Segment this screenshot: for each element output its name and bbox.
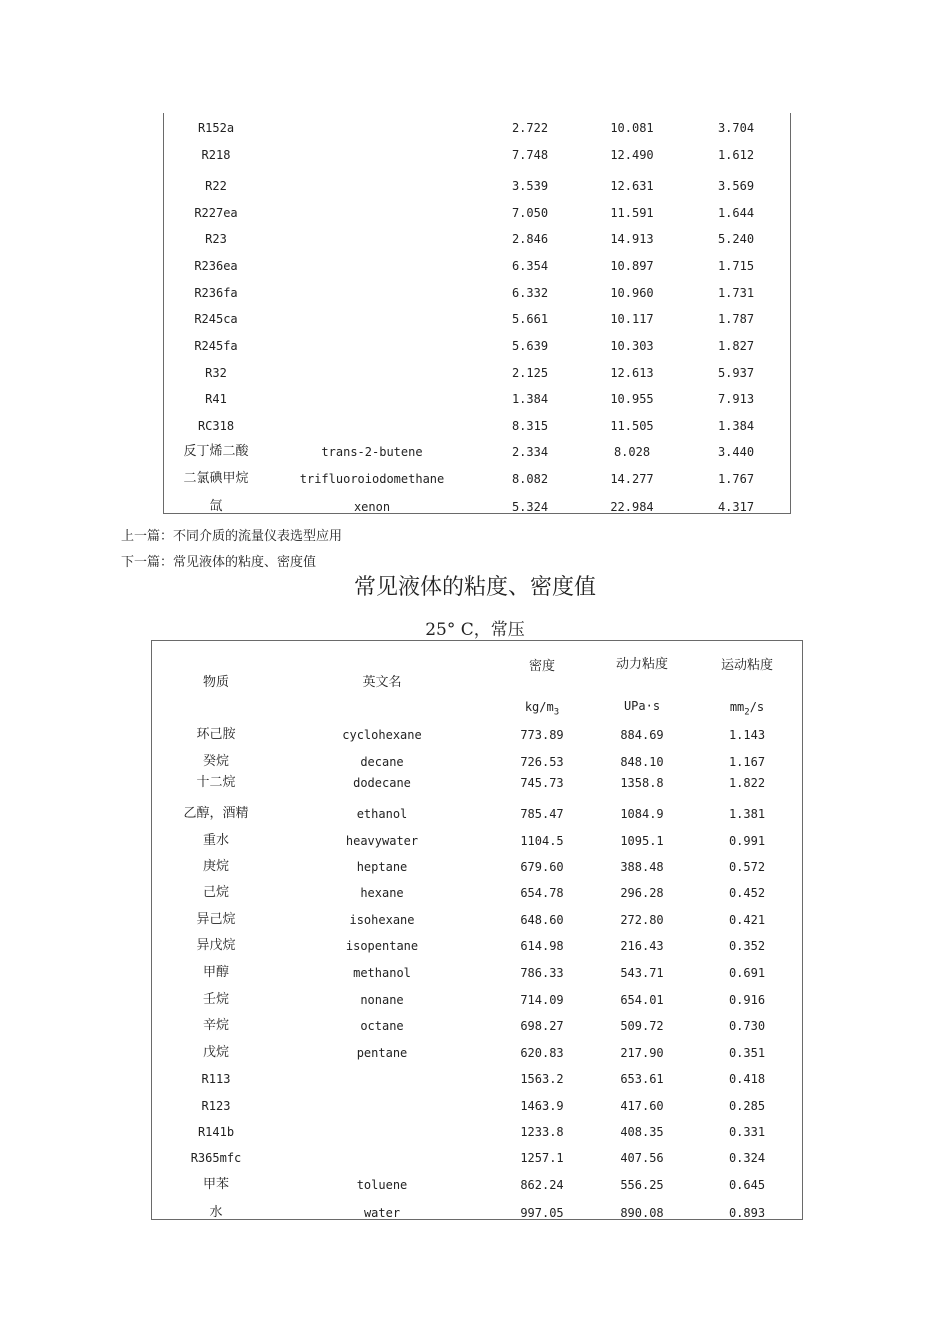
header-english: 英文名 bbox=[362, 675, 402, 690]
cell-english: ethanol bbox=[356, 807, 408, 821]
table-row bbox=[164, 337, 790, 355]
cell-kinematic-viscosity: 1.381 bbox=[728, 807, 766, 821]
cell-value-1: 5.324 bbox=[511, 500, 549, 514]
cell-kinematic-viscosity: 0.285 bbox=[728, 1099, 766, 1113]
cell-name: 二氯碘甲烷 bbox=[183, 471, 249, 486]
prev-article-link[interactable]: 上一篇：不同介质的流量仪表选型应用 bbox=[121, 529, 343, 544]
cell-name: 己烷 bbox=[202, 885, 229, 900]
cell-density: 1104.5 bbox=[520, 834, 564, 848]
cell-dynamic-viscosity: 1084.9 bbox=[620, 807, 664, 821]
cell-english: octane bbox=[360, 1019, 404, 1033]
cell-kinematic-viscosity: 0.421 bbox=[728, 913, 766, 927]
unit-kinematic-viscosity bbox=[697, 700, 797, 717]
cell-name: 反丁烯二酸 bbox=[183, 444, 249, 459]
cell-value-1: 5.639 bbox=[511, 339, 549, 353]
cell-value-1: 7.748 bbox=[511, 148, 549, 162]
cell-density: 785.47 bbox=[520, 807, 564, 821]
cell-value-3: 3.569 bbox=[717, 179, 755, 193]
cell-dynamic-viscosity: 408.35 bbox=[620, 1125, 664, 1139]
cell-density: 1257.1 bbox=[520, 1151, 564, 1165]
table-row bbox=[152, 1204, 802, 1222]
unit-density bbox=[492, 700, 592, 717]
cell-value-3: 1.384 bbox=[717, 419, 755, 433]
cell-density: 726.53 bbox=[520, 755, 564, 769]
table-row bbox=[152, 1149, 802, 1167]
cell-name: R227ea bbox=[194, 206, 238, 220]
cell-dynamic-viscosity: 543.71 bbox=[620, 966, 664, 980]
cell-dynamic-viscosity: 407.56 bbox=[620, 1151, 664, 1165]
cell-value-1: 8.315 bbox=[511, 419, 549, 433]
cell-value-1: 2.125 bbox=[511, 366, 549, 380]
cell-density: 862.24 bbox=[520, 1178, 564, 1192]
cell-value-1: 5.661 bbox=[511, 312, 549, 326]
cell-kinematic-viscosity: 0.893 bbox=[728, 1206, 766, 1220]
cell-value-2: 10.897 bbox=[610, 259, 654, 273]
cell-density: 679.60 bbox=[520, 860, 564, 874]
table-row bbox=[152, 1123, 802, 1141]
table-row bbox=[164, 310, 790, 328]
cell-name: 环己胺 bbox=[196, 727, 236, 742]
cell-kinematic-viscosity: 1.167 bbox=[728, 755, 766, 769]
cell-dynamic-viscosity: 217.90 bbox=[620, 1046, 664, 1060]
table-row bbox=[152, 726, 802, 744]
cell-dynamic-viscosity: 654.01 bbox=[620, 993, 664, 1007]
cell-english: trans-2-butene bbox=[321, 445, 423, 459]
cell-density: 997.05 bbox=[520, 1206, 564, 1220]
cell-density: 1463.9 bbox=[520, 1099, 564, 1113]
cell-name: R218 bbox=[201, 148, 231, 162]
table-row bbox=[152, 753, 802, 771]
cell-name: R141b bbox=[197, 1125, 235, 1139]
cell-english: heavywater bbox=[345, 834, 419, 848]
cell-value-1: 3.539 bbox=[511, 179, 549, 193]
cell-value-2: 11.505 bbox=[610, 419, 654, 433]
table-row bbox=[164, 390, 790, 408]
cell-value-3: 1.787 bbox=[717, 312, 755, 326]
cell-name: 庚烷 bbox=[202, 859, 229, 874]
cell-kinematic-viscosity: 0.916 bbox=[728, 993, 766, 1007]
cell-density: 654.78 bbox=[520, 886, 564, 900]
cell-value-1: 2.334 bbox=[511, 445, 549, 459]
cell-dynamic-viscosity: 1095.1 bbox=[620, 834, 664, 848]
table-row bbox=[152, 1176, 802, 1194]
table-row bbox=[152, 1097, 802, 1115]
cell-value-2: 10.117 bbox=[610, 312, 654, 326]
cell-density: 773.89 bbox=[520, 728, 564, 742]
table-row bbox=[152, 832, 802, 850]
cell-english: isopentane bbox=[345, 939, 419, 953]
cell-value-2: 12.631 bbox=[610, 179, 654, 193]
cell-value-2: 14.913 bbox=[610, 232, 654, 246]
cell-english: decane bbox=[360, 755, 404, 769]
cell-dynamic-viscosity: 884.69 bbox=[620, 728, 664, 742]
cell-dynamic-viscosity: 296.28 bbox=[620, 886, 664, 900]
cell-name: R23 bbox=[205, 232, 227, 246]
cell-value-3: 1.612 bbox=[717, 148, 755, 162]
cell-name: R22 bbox=[205, 179, 227, 193]
table-row bbox=[152, 1070, 802, 1088]
cell-name: 氙 bbox=[209, 499, 223, 514]
table-row bbox=[152, 937, 802, 955]
table-row bbox=[152, 1017, 802, 1035]
cell-english: xenon bbox=[353, 500, 391, 514]
cell-value-3: 1.731 bbox=[717, 286, 755, 300]
cell-value-2: 11.591 bbox=[610, 206, 654, 220]
cell-dynamic-viscosity: 1358.8 bbox=[620, 776, 664, 790]
cell-value-2: 12.490 bbox=[610, 148, 654, 162]
cell-value-1: 2.846 bbox=[511, 232, 549, 246]
cell-english: pentane bbox=[356, 1046, 408, 1060]
cell-kinematic-viscosity: 1.822 bbox=[728, 776, 766, 790]
table-row bbox=[152, 964, 802, 982]
cell-value-1: 8.082 bbox=[511, 472, 549, 486]
cell-english: dodecane bbox=[353, 776, 411, 790]
cell-name: R152a bbox=[197, 121, 235, 135]
cell-value-3: 3.704 bbox=[717, 121, 755, 135]
cell-value-1: 1.384 bbox=[511, 392, 549, 406]
cell-name: 重水 bbox=[202, 833, 229, 848]
cell-kinematic-viscosity: 0.324 bbox=[728, 1151, 766, 1165]
page-subtitle: 25° C，常压 bbox=[425, 620, 525, 640]
cell-name: R123 bbox=[201, 1099, 231, 1113]
cell-value-1: 2.722 bbox=[511, 121, 549, 135]
header-density: 密度 bbox=[528, 659, 555, 674]
cell-value-1: 6.332 bbox=[511, 286, 549, 300]
cell-english: isohexane bbox=[349, 913, 415, 927]
cell-value-3: 3.440 bbox=[717, 445, 755, 459]
cell-name: 十二烷 bbox=[196, 775, 236, 790]
cell-value-3: 1.767 bbox=[717, 472, 755, 486]
cell-kinematic-viscosity: 0.418 bbox=[728, 1072, 766, 1086]
cell-name: 异戊烷 bbox=[196, 938, 236, 953]
liquid-properties-table bbox=[151, 640, 803, 1220]
cell-name: R245ca bbox=[194, 312, 238, 326]
table-row bbox=[164, 230, 790, 248]
cell-value-3: 5.240 bbox=[717, 232, 755, 246]
cell-kinematic-viscosity: 0.991 bbox=[728, 834, 766, 848]
cell-density: 614.98 bbox=[520, 939, 564, 953]
table-row bbox=[164, 364, 790, 382]
table-row bbox=[164, 146, 790, 164]
cell-name: 甲苯 bbox=[202, 1177, 229, 1192]
cell-dynamic-viscosity: 417.60 bbox=[620, 1099, 664, 1113]
cell-kinematic-viscosity: 0.572 bbox=[728, 860, 766, 874]
cell-name: R113 bbox=[201, 1072, 231, 1086]
cell-english: nonane bbox=[360, 993, 404, 1007]
table-row bbox=[152, 884, 802, 902]
header-dynamic-viscosity: 动力粘度 bbox=[615, 657, 668, 672]
cell-value-2: 12.613 bbox=[610, 366, 654, 380]
table-row bbox=[164, 119, 790, 137]
cell-name: R236fa bbox=[194, 286, 238, 300]
cell-name: 戊烷 bbox=[202, 1045, 229, 1060]
table-row bbox=[152, 805, 802, 823]
cell-english: toluene bbox=[356, 1178, 408, 1192]
cell-english: cyclohexane bbox=[342, 728, 422, 742]
cell-english: methanol bbox=[353, 966, 411, 980]
cell-name: R236ea bbox=[194, 259, 238, 273]
cell-name: R245fa bbox=[194, 339, 238, 353]
cell-density: 786.33 bbox=[520, 966, 564, 980]
cell-value-3: 1.827 bbox=[717, 339, 755, 353]
cell-dynamic-viscosity: 556.25 bbox=[620, 1178, 664, 1192]
cell-value-3: 5.937 bbox=[717, 366, 755, 380]
cell-value-3: 1.715 bbox=[717, 259, 755, 273]
cell-density: 648.60 bbox=[520, 913, 564, 927]
unit-kin-sub: 2 bbox=[744, 707, 750, 718]
unit-dynamic-viscosity: UPa·s bbox=[623, 699, 661, 713]
table-row bbox=[164, 498, 790, 516]
cell-value-3: 7.913 bbox=[717, 392, 755, 406]
cell-english: heptane bbox=[356, 860, 408, 874]
unit-kin-text: mm bbox=[729, 700, 745, 714]
cell-name: 癸烷 bbox=[202, 754, 229, 769]
cell-value-2: 10.081 bbox=[610, 121, 654, 135]
cell-name: RC318 bbox=[197, 419, 235, 433]
next-article-link[interactable]: 下一篇：常见液体的粘度、密度值 bbox=[121, 555, 317, 570]
cell-dynamic-viscosity: 388.48 bbox=[620, 860, 664, 874]
cell-dynamic-viscosity: 653.61 bbox=[620, 1072, 664, 1086]
cell-dynamic-viscosity: 848.10 bbox=[620, 755, 664, 769]
cell-density: 745.73 bbox=[520, 776, 564, 790]
header-name: 物质 bbox=[202, 675, 229, 690]
cell-dynamic-viscosity: 890.08 bbox=[620, 1206, 664, 1220]
cell-english: water bbox=[363, 1206, 401, 1220]
cell-name: 壬烷 bbox=[202, 992, 229, 1007]
cell-english: hexane bbox=[360, 886, 404, 900]
table-row bbox=[152, 774, 802, 792]
cell-kinematic-viscosity: 0.331 bbox=[728, 1125, 766, 1139]
cell-kinematic-viscosity: 1.143 bbox=[728, 728, 766, 742]
cell-kinematic-viscosity: 0.352 bbox=[728, 939, 766, 953]
table-row bbox=[164, 470, 790, 488]
cell-density: 1563.2 bbox=[520, 1072, 564, 1086]
cell-english: trifluoroiodomethane bbox=[299, 472, 445, 486]
cell-value-1: 7.050 bbox=[511, 206, 549, 220]
cell-dynamic-viscosity: 216.43 bbox=[620, 939, 664, 953]
cell-kinematic-viscosity: 0.351 bbox=[728, 1046, 766, 1060]
cell-density: 698.27 bbox=[520, 1019, 564, 1033]
cell-kinematic-viscosity: 0.645 bbox=[728, 1178, 766, 1192]
cell-name: R32 bbox=[205, 366, 227, 380]
table-row bbox=[152, 1044, 802, 1062]
cell-value-2: 10.960 bbox=[610, 286, 654, 300]
page-title: 常见液体的粘度、密度值 bbox=[353, 575, 596, 600]
cell-value-2: 10.955 bbox=[610, 392, 654, 406]
table-row bbox=[152, 911, 802, 929]
cell-kinematic-viscosity: 0.452 bbox=[728, 886, 766, 900]
cell-dynamic-viscosity: 272.80 bbox=[620, 913, 664, 927]
cell-name: R365mfc bbox=[190, 1151, 242, 1165]
table-row bbox=[164, 443, 790, 461]
table-row bbox=[164, 284, 790, 302]
cell-value-1: 6.354 bbox=[511, 259, 549, 273]
cell-value-3: 4.317 bbox=[717, 500, 755, 514]
header-kinematic-viscosity: 运动粘度 bbox=[720, 658, 773, 673]
cell-name: 乙醇，酒精 bbox=[183, 806, 249, 821]
top-table-fragment bbox=[163, 113, 791, 514]
cell-density: 1233.8 bbox=[520, 1125, 564, 1139]
table-row bbox=[152, 858, 802, 876]
unit-kin-tail: /s bbox=[749, 700, 765, 714]
table-row bbox=[152, 991, 802, 1009]
table-row bbox=[164, 204, 790, 222]
cell-value-2: 10.303 bbox=[610, 339, 654, 353]
cell-name: 异己烷 bbox=[196, 912, 236, 927]
cell-kinematic-viscosity: 0.730 bbox=[728, 1019, 766, 1033]
table-row bbox=[164, 417, 790, 435]
cell-name: 甲醇 bbox=[202, 965, 229, 980]
cell-density: 714.09 bbox=[520, 993, 564, 1007]
table-row bbox=[164, 257, 790, 275]
cell-dynamic-viscosity: 509.72 bbox=[620, 1019, 664, 1033]
table-row bbox=[164, 177, 790, 195]
cell-name: 水 bbox=[209, 1205, 223, 1220]
cell-value-2: 8.028 bbox=[613, 445, 651, 459]
cell-value-2: 22.984 bbox=[610, 500, 654, 514]
cell-kinematic-viscosity: 0.691 bbox=[728, 966, 766, 980]
unit-density-text: kg/m bbox=[524, 700, 554, 714]
unit-density-sub: 3 bbox=[553, 707, 560, 718]
cell-value-3: 1.644 bbox=[717, 206, 755, 220]
cell-density: 620.83 bbox=[520, 1046, 564, 1060]
cell-name: R41 bbox=[205, 392, 227, 406]
cell-value-2: 14.277 bbox=[610, 472, 654, 486]
cell-name: 辛烷 bbox=[202, 1018, 229, 1033]
